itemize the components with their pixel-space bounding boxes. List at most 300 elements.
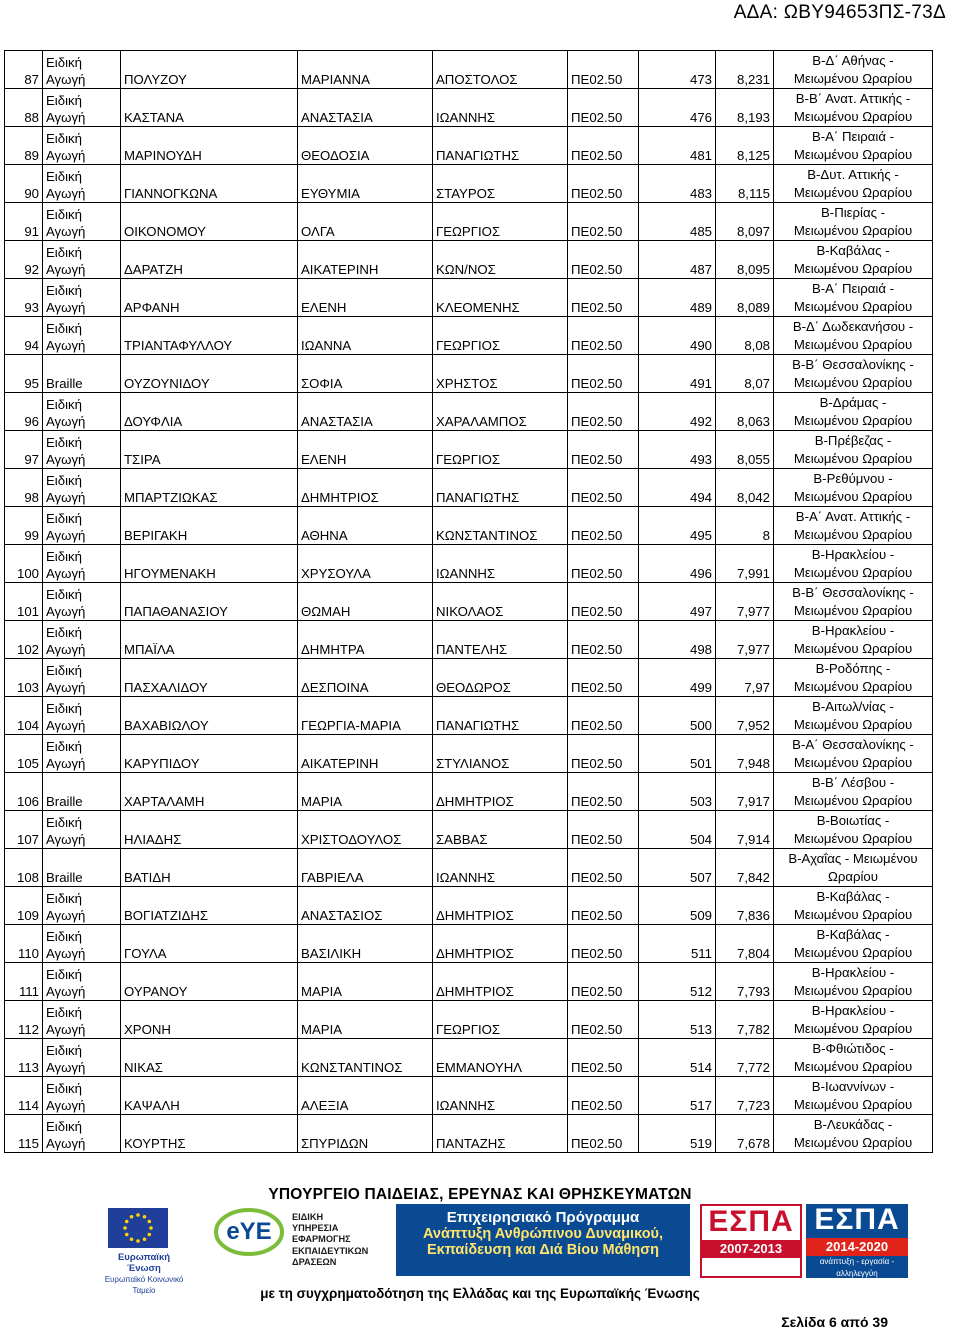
region-line-1: Β-Α΄ Πειραιά - — [811, 281, 895, 296]
category-line-1: Ειδική — [46, 663, 82, 678]
score-cell: 7,952 — [716, 697, 774, 735]
specialty-cell: ΠΕ02.50 — [568, 735, 639, 773]
father-name-cell: ΓΕΩΡΓΙΟΣ — [433, 1001, 568, 1039]
category-line-2: Braille — [46, 794, 83, 809]
father-name-cell: ΓΕΩΡΓΙΟΣ — [433, 317, 568, 355]
region-cell — [774, 127, 933, 165]
document-ada-code: ΑΔΑ: ΩΒΥ94653ΠΣ-73Δ — [733, 2, 946, 23]
father-name-cell: ΠΑΝΤΑΖΗΣ — [433, 1115, 568, 1153]
specialty-cell: ΠΕ02.50 — [568, 355, 639, 393]
category-line-2: Αγωγή — [46, 680, 86, 695]
specialty-cell: ΠΕ02.50 — [568, 545, 639, 583]
region-cell — [774, 51, 933, 89]
first-name-cell: ΕΛΕΝΗ — [298, 279, 433, 317]
surname-cell: ΝΙΚΑΣ — [121, 1039, 298, 1077]
row-number-cell: 108 — [5, 849, 43, 887]
first-name-cell: ΜΑΡΙΑ — [298, 773, 433, 811]
first-name-cell: ΔΕΣΠΟΙΝΑ — [298, 659, 433, 697]
region-line-2: Μειωμένου Ωραρίου — [793, 185, 913, 200]
eye-agency-text: ΕΙΔΙΚΗ ΥΠΗΡΕΣΙΑ ΕΦΑΡΜΟΓΗΣ ΕΚΠΑΙΔΕΥΤΙΚΩΝ ΔΡΑΣΕΩΝ — [292, 1212, 369, 1267]
specialty-cell: ΠΕ02.50 — [568, 621, 639, 659]
specialty-cell: ΠΕ02.50 — [568, 963, 639, 1001]
eu-star-icon — [130, 1237, 134, 1241]
region-line-1: Β-Καβάλας - — [816, 889, 890, 904]
first-name-cell: ΣΟΦΙΑ — [298, 355, 433, 393]
specialty-cell: ΠΕ02.50 — [568, 583, 639, 621]
father-name-cell: ΕΜΜΑΝΟΥΗΛ — [433, 1039, 568, 1077]
father-name-cell: ΧΑΡΑΛΑΜΠΟΣ — [433, 393, 568, 431]
surname-cell: ΜΠΑΡΤΖΙΩΚΑΣ — [121, 469, 298, 507]
eu-flag-icon — [108, 1208, 168, 1248]
table-row — [5, 203, 933, 241]
rank-cell: 481 — [639, 127, 716, 165]
category-cell — [43, 1039, 121, 1077]
category-line-1: Ειδική — [46, 435, 82, 450]
region-line-2: Μειωμένου Ωραρίου — [793, 793, 913, 808]
first-name-cell: ΕΥΘΥΜΙΑ — [298, 165, 433, 203]
father-name-cell: ΠΑΝΑΓΙΩΤΗΣ — [433, 127, 568, 165]
region-line-1: Β-Ιωαννίνων - — [811, 1079, 895, 1094]
rank-cell: 512 — [639, 963, 716, 1001]
surname-cell: ΧΑΡΤΑΛΑΜΗ — [121, 773, 298, 811]
category-cell — [43, 849, 121, 887]
region-line-1: Β-Καβάλας - — [816, 927, 890, 942]
specialty-cell: ΠΕ02.50 — [568, 431, 639, 469]
specialty-cell: ΠΕ02.50 — [568, 925, 639, 963]
table-row — [5, 127, 933, 165]
father-name-cell: ΠΑΝΤΕΛΗΣ — [433, 621, 568, 659]
father-name-cell: ΔΗΜΗΤΡΙΟΣ — [433, 925, 568, 963]
surname-cell: ΠΟΛΥΖΟΥ — [121, 51, 298, 89]
row-number-cell: 110 — [5, 925, 43, 963]
first-name-cell: ΜΑΡΙΑ — [298, 1001, 433, 1039]
region-line-1: Β-Ηρακλείου - — [811, 1003, 895, 1018]
first-name-cell: ΑΛΕΞΙΑ — [298, 1077, 433, 1115]
score-cell: 8,042 — [716, 469, 774, 507]
surname-cell: ΜΑΡΙΝΟΥΔΗ — [121, 127, 298, 165]
category-line-2: Αγωγή — [46, 490, 86, 505]
row-number-cell: 92 — [5, 241, 43, 279]
region-line-2: Μειωμένου Ωραρίου — [793, 565, 913, 580]
row-number-cell: 113 — [5, 1039, 43, 1077]
rank-cell: 490 — [639, 317, 716, 355]
region-line-1: Β-Β΄ Ανατ. Αττικής - — [795, 91, 911, 106]
table-row — [5, 507, 933, 545]
rank-cell: 495 — [639, 507, 716, 545]
first-name-cell: ΑΝΑΣΤΑΣΙΟΣ — [298, 887, 433, 925]
region-cell — [774, 203, 933, 241]
first-name-cell: ΕΛΕΝΗ — [298, 431, 433, 469]
score-cell: 7,842 — [716, 849, 774, 887]
score-cell: 7,793 — [716, 963, 774, 1001]
father-name-cell: ΚΛΕΟΜΕΝΗΣ — [433, 279, 568, 317]
category-line-2: Αγωγή — [46, 718, 86, 733]
specialty-cell: ΠΕ02.50 — [568, 1115, 639, 1153]
father-name-cell: ΠΑΝΑΓΙΩΤΗΣ — [433, 469, 568, 507]
region-line-1: Β-Αχαΐας - Μειωμένου — [788, 851, 918, 866]
region-cell — [774, 1001, 933, 1039]
table-row — [5, 1001, 933, 1039]
row-number-cell: 88 — [5, 89, 43, 127]
specialty-cell: ΠΕ02.50 — [568, 849, 639, 887]
surname-cell: ΑΡΦΑΝΗ — [121, 279, 298, 317]
eu-star-icon — [143, 1215, 147, 1219]
surname-cell: ΗΛΙΑΔΗΣ — [121, 811, 298, 849]
score-cell: 8 — [716, 507, 774, 545]
rank-cell: 499 — [639, 659, 716, 697]
region-line-1: Β-Ηρακλείου - — [811, 547, 895, 562]
region-cell — [774, 431, 933, 469]
category-line-2: Αγωγή — [46, 1060, 86, 1075]
category-line-1: Ειδική — [46, 815, 82, 830]
table-row — [5, 697, 933, 735]
score-cell: 7,723 — [716, 1077, 774, 1115]
score-cell: 8,063 — [716, 393, 774, 431]
specialty-cell: ΠΕ02.50 — [568, 241, 639, 279]
region-line-2: Μειωμένου Ωραρίου — [793, 489, 913, 504]
category-line-1: Ειδική — [46, 1119, 82, 1134]
rank-cell: 503 — [639, 773, 716, 811]
score-cell: 8,115 — [716, 165, 774, 203]
table-row — [5, 393, 933, 431]
first-name-cell: ΑΙΚΑΤΕΡΙΝΗ — [298, 241, 433, 279]
espa-2007-logo: ΕΣΠΑ 2007-2013 — [700, 1204, 802, 1278]
specialty-cell: ΠΕ02.50 — [568, 89, 639, 127]
specialty-cell: ΠΕ02.50 — [568, 887, 639, 925]
first-name-cell: ΔΗΜΗΤΡΙΟΣ — [298, 469, 433, 507]
table-row — [5, 811, 933, 849]
surname-cell: ΟΥΖΟΥΝΙΔΟΥ — [121, 355, 298, 393]
region-line-2: Μειωμένου Ωραρίου — [793, 1097, 913, 1112]
eu-star-icon — [147, 1233, 151, 1237]
category-cell — [43, 393, 121, 431]
category-line-2: Αγωγή — [46, 566, 86, 581]
category-cell — [43, 279, 121, 317]
surname-cell: ΗΓΟΥΜΕΝΑΚΗ — [121, 545, 298, 583]
father-name-cell: ΠΑΝΑΓΙΩΤΗΣ — [433, 697, 568, 735]
row-number-cell: 99 — [5, 507, 43, 545]
region-cell — [774, 811, 933, 849]
specialty-cell: ΠΕ02.50 — [568, 1001, 639, 1039]
region-line-2: Μειωμένου Ωραρίου — [793, 109, 913, 124]
surname-cell: ΒΟΓΙΑΤΖΙΔΗΣ — [121, 887, 298, 925]
score-cell: 7,977 — [716, 621, 774, 659]
category-line-2: Αγωγή — [46, 148, 86, 163]
category-cell — [43, 317, 121, 355]
region-line-1: Β-Δ΄ Δωδεκανήσου - — [792, 319, 914, 334]
score-cell: 8,07 — [716, 355, 774, 393]
surname-cell: ΟΙΚΟΝΟΜΟΥ — [121, 203, 298, 241]
region-cell — [774, 545, 933, 583]
eye-logo-icon — [214, 1206, 284, 1258]
region-line-1: Β-Βοιωτίας - — [816, 813, 890, 828]
first-name-cell: ΑΘΗΝΑ — [298, 507, 433, 545]
region-cell — [774, 469, 933, 507]
region-line-2: Μειωμένου Ωραρίου — [793, 1135, 913, 1150]
category-line-2: Αγωγή — [46, 110, 86, 125]
first-name-cell: ΓΑΒΡΙΕΛΑ — [298, 849, 433, 887]
region-cell — [774, 355, 933, 393]
rank-cell: 509 — [639, 887, 716, 925]
region-line-2: Μειωμένου Ωραρίου — [793, 299, 913, 314]
table-row — [5, 1039, 933, 1077]
region-line-1: Β-Α΄ Θεσσαλονίκης - — [792, 737, 914, 752]
father-name-cell: ΣΑΒΒΑΣ — [433, 811, 568, 849]
row-number-cell: 94 — [5, 317, 43, 355]
row-number-cell: 95 — [5, 355, 43, 393]
region-cell — [774, 507, 933, 545]
region-cell — [774, 621, 933, 659]
category-line-2: Αγωγή — [46, 1098, 86, 1113]
rank-cell: 496 — [639, 545, 716, 583]
rank-cell: 494 — [639, 469, 716, 507]
table-row — [5, 773, 933, 811]
category-cell — [43, 1115, 121, 1153]
eu-star-icon — [143, 1237, 147, 1241]
category-cell — [43, 51, 121, 89]
first-name-cell: ΜΑΡΙΑ — [298, 963, 433, 1001]
table-row — [5, 1077, 933, 1115]
father-name-cell: ΧΡΗΣΤΟΣ — [433, 355, 568, 393]
rank-cell: 511 — [639, 925, 716, 963]
row-number-cell: 114 — [5, 1077, 43, 1115]
region-line-1: Β-Α΄ Ανατ. Αττικής - — [795, 509, 911, 524]
specialty-cell: ΠΕ02.50 — [568, 1077, 639, 1115]
row-number-cell: 93 — [5, 279, 43, 317]
row-number-cell: 101 — [5, 583, 43, 621]
father-name-cell: ΔΗΜΗΤΡΙΟΣ — [433, 773, 568, 811]
category-cell — [43, 925, 121, 963]
eu-star-icon — [147, 1220, 151, 1224]
first-name-cell: ΚΩΝΣΤΑΝΤΙΝΟΣ — [298, 1039, 433, 1077]
category-line-1: Ειδική — [46, 473, 82, 488]
first-name-cell: ΧΡΙΣΤΟΔΟΥΛΟΣ — [298, 811, 433, 849]
surname-cell: ΒΑΧΑΒΙΩΛΟΥ — [121, 697, 298, 735]
row-number-cell: 112 — [5, 1001, 43, 1039]
rank-cell: 504 — [639, 811, 716, 849]
table-row — [5, 165, 933, 203]
score-cell: 7,836 — [716, 887, 774, 925]
table-row — [5, 545, 933, 583]
region-cell — [774, 241, 933, 279]
father-name-cell: ΚΩΝ/ΝΟΣ — [433, 241, 568, 279]
specialty-cell: ΠΕ02.50 — [568, 507, 639, 545]
region-line-2: Μειωμένου Ωραρίου — [793, 375, 913, 390]
category-line-1: Ειδική — [46, 245, 82, 260]
score-cell: 8,097 — [716, 203, 774, 241]
category-line-2: Αγωγή — [46, 414, 86, 429]
specialty-cell: ΠΕ02.50 — [568, 127, 639, 165]
category-cell — [43, 469, 121, 507]
rank-cell: 514 — [639, 1039, 716, 1077]
father-name-cell: ΝΙΚΟΛΑΟΣ — [433, 583, 568, 621]
category-line-1: Ειδική — [46, 511, 82, 526]
row-number-cell: 106 — [5, 773, 43, 811]
specialty-cell: ΠΕ02.50 — [568, 279, 639, 317]
surname-cell: ΠΑΣΧΑΛΙΔΟΥ — [121, 659, 298, 697]
table-row — [5, 583, 933, 621]
rank-cell: 476 — [639, 89, 716, 127]
rank-cell: 493 — [639, 431, 716, 469]
surname-cell: ΠΑΠΑΘΑΝΑΣΙΟΥ — [121, 583, 298, 621]
score-cell: 7,804 — [716, 925, 774, 963]
region-cell — [774, 89, 933, 127]
specialty-cell: ΠΕ02.50 — [568, 659, 639, 697]
surname-cell: ΟΥΡΑΝΟΥ — [121, 963, 298, 1001]
category-line-1: Ειδική — [46, 55, 82, 70]
category-line-2: Braille — [46, 870, 83, 885]
first-name-cell: ΘΕΟΔΟΣΙΑ — [298, 127, 433, 165]
father-name-cell: ΔΗΜΗΤΡΙΟΣ — [433, 887, 568, 925]
region-line-2: Μειωμένου Ωραρίου — [793, 337, 913, 352]
region-line-1: Β-Καβάλας - — [816, 243, 890, 258]
category-cell — [43, 165, 121, 203]
region-cell — [774, 849, 933, 887]
region-cell — [774, 925, 933, 963]
category-cell — [43, 507, 121, 545]
first-name-cell: ΒΑΣΙΛΙΚΗ — [298, 925, 433, 963]
operational-program-box: Επιχειρησιακό Πρόγραμμα Ανάπτυξη Ανθρώπινου Δυναμικού, Εκπαίδευση και Διά Βίου Μάθηση — [396, 1204, 690, 1276]
region-line-2: Μειωμένου Ωραρίου — [793, 1059, 913, 1074]
category-line-2: Αγωγή — [46, 832, 86, 847]
specialty-cell: ΠΕ02.50 — [568, 811, 639, 849]
category-cell — [43, 241, 121, 279]
table-row — [5, 241, 933, 279]
table-row — [5, 925, 933, 963]
score-cell: 7,914 — [716, 811, 774, 849]
first-name-cell: ΜΑΡΙΑΝΝΑ — [298, 51, 433, 89]
category-cell — [43, 621, 121, 659]
surname-cell: ΚΑΣΤΑΝΑ — [121, 89, 298, 127]
rank-cell: 483 — [639, 165, 716, 203]
score-cell: 8,08 — [716, 317, 774, 355]
table-row — [5, 849, 933, 887]
svg-text:eYE: eYE — [226, 1218, 272, 1245]
table-row — [5, 89, 933, 127]
category-line-1: Ειδική — [46, 549, 82, 564]
table-row — [5, 1115, 933, 1153]
row-number-cell: 97 — [5, 431, 43, 469]
category-cell — [43, 127, 121, 165]
category-cell — [43, 89, 121, 127]
region-line-2: Μειωμένου Ωραρίου — [793, 945, 913, 960]
specialty-cell: ΠΕ02.50 — [568, 317, 639, 355]
surname-cell: ΒΑΤΙΔΗ — [121, 849, 298, 887]
category-cell — [43, 431, 121, 469]
region-cell — [774, 963, 933, 1001]
region-line-2: Μειωμένου Ωραρίου — [793, 983, 913, 998]
score-cell: 8,095 — [716, 241, 774, 279]
surname-cell: ΓΙΑΝΝΟΓΚΩΝΑ — [121, 165, 298, 203]
rank-cell: 519 — [639, 1115, 716, 1153]
rank-cell: 485 — [639, 203, 716, 241]
row-number-cell: 104 — [5, 697, 43, 735]
category-cell — [43, 203, 121, 241]
row-number-cell: 109 — [5, 887, 43, 925]
first-name-cell: ΘΩΜΑΗ — [298, 583, 433, 621]
cofunding-note: με τη συγχρηματοδότηση της Ελλάδας και της Ευρωπαϊκής Ένωσης — [260, 1286, 700, 1301]
table-row — [5, 469, 933, 507]
first-name-cell: ΙΩΑΝΝΑ — [298, 317, 433, 355]
surname-cell: ΒΕΡΙΓΑΚΗ — [121, 507, 298, 545]
ministry-title: ΥΠΟΥΡΓΕΙΟ ΠΑΙΔΕΙΑΣ, ΕΡΕΥΝΑΣ ΚΑΙ ΘΡΗΣΚΕΥΜΑΤΩΝ — [268, 1186, 692, 1203]
score-cell: 7,948 — [716, 735, 774, 773]
first-name-cell: ΔΗΜΗΤΡΑ — [298, 621, 433, 659]
table-row — [5, 887, 933, 925]
specialty-cell: ΠΕ02.50 — [568, 469, 639, 507]
first-name-cell: ΑΝΑΣΤΑΣΙΑ — [298, 393, 433, 431]
region-line-1: Β-Ρεθύμνου - — [813, 471, 893, 486]
father-name-cell: ΑΠΟΣΤΟΛΟΣ — [433, 51, 568, 89]
father-name-cell: ΣΤΥΛΙΑΝΟΣ — [433, 735, 568, 773]
surname-cell: ΚΟΥΡΤΗΣ — [121, 1115, 298, 1153]
region-line-2: Ωραρίου — [828, 869, 878, 884]
category-line-1: Ειδική — [46, 207, 82, 222]
surname-cell: ΔΟΥΦΛΙΑ — [121, 393, 298, 431]
score-cell: 7,772 — [716, 1039, 774, 1077]
father-name-cell: ΙΩΑΝΝΗΣ — [433, 1077, 568, 1115]
specialty-cell: ΠΕ02.50 — [568, 393, 639, 431]
category-cell — [43, 355, 121, 393]
region-line-2: Μειωμένου Ωραρίου — [793, 527, 913, 542]
category-line-2: Αγωγή — [46, 72, 86, 87]
score-cell: 8,231 — [716, 51, 774, 89]
rank-cell: 497 — [639, 583, 716, 621]
eu-star-icon — [125, 1233, 129, 1237]
category-line-1: Ειδική — [46, 967, 82, 982]
rank-cell: 489 — [639, 279, 716, 317]
region-line-2: Μειωμένου Ωραρίου — [793, 717, 913, 732]
category-line-2: Αγωγή — [46, 338, 86, 353]
region-cell — [774, 1077, 933, 1115]
region-line-1: Β-Ηρακλείου - — [811, 623, 895, 638]
rank-cell: 517 — [639, 1077, 716, 1115]
rank-cell: 473 — [639, 51, 716, 89]
first-name-cell: ΧΡΥΣΟΥΛΑ — [298, 545, 433, 583]
category-line-2: Αγωγή — [46, 908, 86, 923]
region-line-2: Μειωμένου Ωραρίου — [793, 1021, 913, 1036]
specialty-cell: ΠΕ02.50 — [568, 773, 639, 811]
score-cell: 7,917 — [716, 773, 774, 811]
region-line-1: Β-Α΄ Πειραιά - — [811, 129, 895, 144]
region-cell — [774, 773, 933, 811]
category-cell — [43, 697, 121, 735]
table-row — [5, 621, 933, 659]
region-line-1: Β-Αιτωλ/νίας - — [812, 699, 894, 714]
region-line-1: Β-Β΄ Λέσβου - — [811, 775, 895, 790]
region-cell — [774, 279, 933, 317]
rank-cell: 498 — [639, 621, 716, 659]
region-cell — [774, 1039, 933, 1077]
father-name-cell: ΙΩΑΝΝΗΣ — [433, 89, 568, 127]
category-cell — [43, 735, 121, 773]
category-line-1: Ειδική — [46, 625, 82, 640]
surname-cell: ΧΡΟΝΗ — [121, 1001, 298, 1039]
region-line-1: Β-Φθιώτιδος - — [812, 1041, 894, 1056]
region-line-2: Μειωμένου Ωραρίου — [793, 641, 913, 656]
category-line-2: Αγωγή — [46, 262, 86, 277]
espa-2014-logo: ΕΣΠΑ 2014-2020 ανάπτυξη - εργασία - αλληλεγγύη — [806, 1204, 908, 1278]
eu-star-icon — [136, 1239, 140, 1243]
eu-star-icon — [130, 1215, 134, 1219]
region-cell — [774, 317, 933, 355]
region-cell — [774, 165, 933, 203]
page-number: Σελίδα 6 από 39 — [781, 1314, 888, 1330]
specialty-cell: ΠΕ02.50 — [568, 165, 639, 203]
row-number-cell: 96 — [5, 393, 43, 431]
region-cell — [774, 1115, 933, 1153]
row-number-cell: 102 — [5, 621, 43, 659]
